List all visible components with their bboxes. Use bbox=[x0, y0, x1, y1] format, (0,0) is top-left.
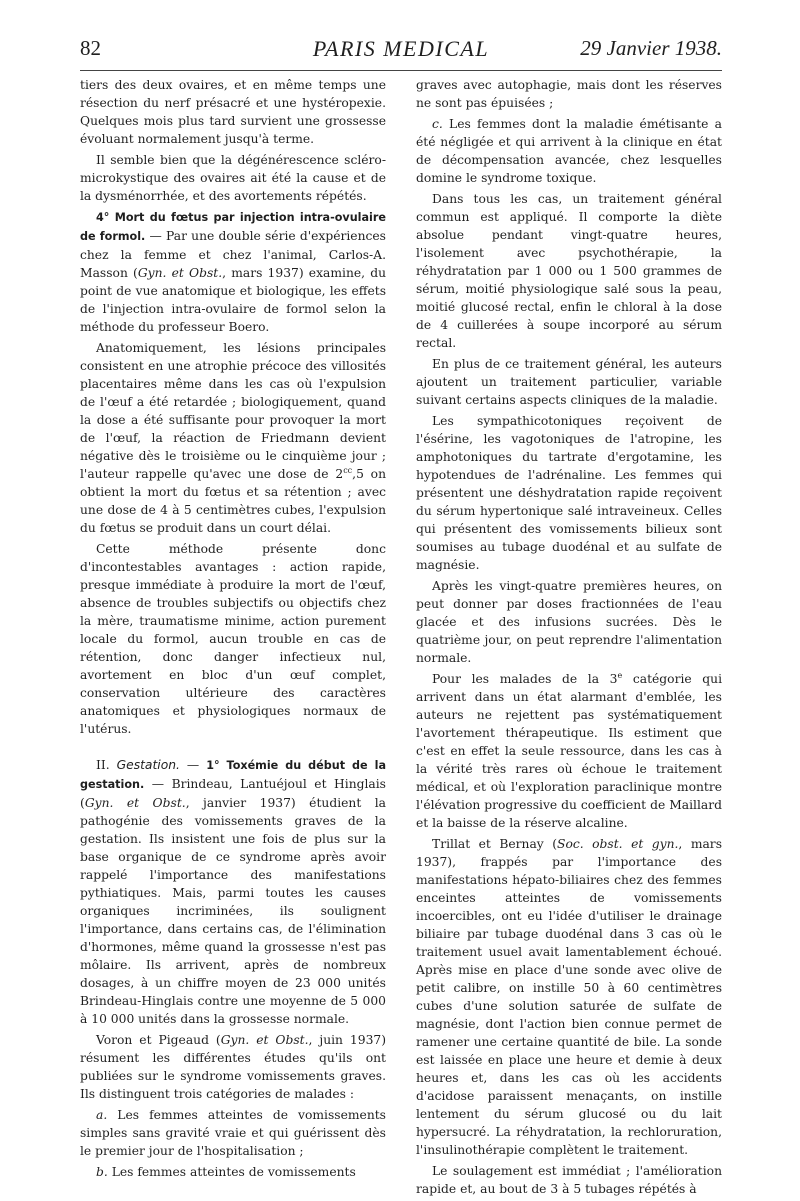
page-number: 82 bbox=[80, 36, 101, 60]
left-column bbox=[80, 76, 386, 1184]
text-run: Trillat et Bernay ( bbox=[432, 837, 558, 851]
running-header bbox=[80, 36, 722, 70]
paragraph bbox=[416, 670, 722, 832]
list-letter: b. bbox=[96, 1165, 108, 1179]
paragraph bbox=[80, 1031, 386, 1103]
text-run: Anatomiquement, les lésions principales consistent en une atrophie précoce des villosités placentaires même dans les cas où l'expulsion de l'œuf a été retardée ; biologiquement, quand la dose a été suffisante pour provoquer la mort de l'œuf, la réaction de Friedmann devient négative dès le troisième ou le cinquième jour ; l'auteur rappelle qu'avec une dose de 2 bbox=[80, 341, 386, 481]
paragraph: Le soulagement est immédiat ; l'amélioration rapide et, au bout de 3 à 5 tubages répétés à bbox=[416, 1164, 722, 1196]
text-run: — bbox=[179, 758, 207, 772]
citation: Gyn. et Obst. bbox=[220, 1033, 309, 1047]
list-item bbox=[80, 1106, 386, 1160]
paragraph: Il semble bien que la dégénérescence scléro-microkystique des ovaires ait été la cause et de la dysménorrhée, et des avortements répétés. bbox=[80, 153, 386, 203]
paragraph bbox=[416, 835, 722, 1159]
superscript: cc bbox=[343, 465, 353, 475]
list-item bbox=[416, 115, 722, 187]
text-run: , juin 1937) résument les différentes études qu'ils ont publiées sur le syndrome vomissements graves. Ils distinguent trois catégories de malades : bbox=[80, 1033, 387, 1101]
section-number: II. bbox=[96, 758, 117, 772]
citation: Soc. obst. et gyn. bbox=[557, 837, 679, 851]
paragraph: Après les vingt-quatre premières heures, on peut donner par doses fractionnées de l'eau glacée et des infusions sucrées. Dès le quatrième jour, on peut reprendre l'alimentation normale. bbox=[416, 579, 722, 665]
paragraph: Les sympathicotoniques reçoivent de l'ésérine, les vagotoniques de l'atropine, les amphotoniques du tartrate d'ergotamine, les hypotendues de l'adrénaline. Les femmes qui présentent une déshydratation rapide reçoivent du sérum hypertonique salé intraveineux. Celles qui présentent des vomissements bilieux sont soumises au tubage duodénal et au sulfate de magnésie. bbox=[416, 414, 722, 572]
text-run: Pour les malades de la 3 bbox=[432, 672, 618, 686]
journal-title: PARIS MEDICAL bbox=[312, 36, 490, 61]
text-run: — Par une double série d'expériences chez la femme et chez l'animal, Carlos-A. Masson ( bbox=[80, 229, 386, 280]
section-heading: 1° Toxémie du début de la gestation. bbox=[80, 759, 386, 791]
section-heading: 4° Mort du fœtus par injection intra-ovulaire de formol. bbox=[80, 211, 386, 243]
right-column bbox=[416, 76, 722, 1201]
list-letter: a. bbox=[96, 1108, 108, 1122]
paragraph bbox=[80, 208, 386, 336]
text-run: Les femmes dont la maladie émétisante a été négligée et qui arrivent à la clinique en état de décompensation avancée, chez lesquelles domine le syndrome toxique. bbox=[416, 117, 722, 185]
list-letter: c. bbox=[432, 117, 443, 131]
section-title: Gestation. bbox=[116, 758, 180, 772]
text-run: catégorie qui arrivent dans un état alarmant d'emblée, les auteurs ne rejettent pas systématiquement l'avortement thérapeutique. Ils estiment que c'est en effet la seule ressource, dans les cas à la vérité très rares où échoue le traitement médical, et où l'exploration paraclinique montre l'élévation progressive du coefficient de Maillard et la baisse de la réserve alcaline. bbox=[416, 672, 722, 830]
header-rule bbox=[80, 70, 722, 71]
text-run: , mars 1937) examine, du point de vue anatomique et biologique, les effets de l'injection intra-ovulaire de formol selon la méthode du professeur Boero. bbox=[80, 266, 387, 334]
paragraph: En plus de ce traitement général, les auteurs ajoutent un traitement particulier, variable suivant certains aspects cliniques de la maladie. bbox=[416, 357, 722, 407]
superscript: e bbox=[617, 670, 623, 680]
paragraph: Cette méthode présente donc d'incontestables avantages : action rapide, presque immédiate à produire la mort de l'œuf, absence de troubles subjectifs ou objectifs chez la mère, traumatisme minime, action purement locale du formol, aucun trouble en cas de rétention, donc danger infectieux nul, avortement en bloc d'un œuf complet, conservation ultérieure des caractères anatomiques et physiologiques normaux de l'utérus. bbox=[80, 542, 386, 736]
text-run: , janvier 1937) étudient la pathogénie des vomissements graves de la gestation. Ils insistent une fois de plus sur la base organique de ce syndrome après avoir rappelé l'importance des manifestations pythiatiques. Mais, parmi toutes les causes organiques incriminées, ils soulignent l'importance, dans certains cas, de l'élimination d'hormones, même quand la grossesse n'est pas môlaire. Ils arrivent, après de nombreux dosages, à un chiffre moyen de 23 000 unités Brindeau-Hinglais contre une moyenne de 5 000 à 10 000 unités dans la grossesse normale. bbox=[80, 796, 386, 1026]
paragraph: graves avec autophagie, mais dont les réserves ne sont pas épuisées ; bbox=[416, 78, 722, 110]
text-run: ,5 on obtient la mort du fœtus et sa rétention ; avec une dose de 4 à 5 centimètres cubes, l'expulsion du fœtus se produit dans un court délai. bbox=[80, 467, 386, 535]
list-item bbox=[80, 1163, 386, 1181]
text-run: — Brindeau, Lantuéjoul et Hinglais ( bbox=[80, 777, 386, 810]
paragraph bbox=[80, 756, 386, 1028]
paragraph bbox=[80, 339, 386, 537]
text-run: , mars 1937), frappés par l'importance des manifestations hépato-biliaires chez des femmes enceintes atteintes de vomissements incoercibles, ont eu l'idée d'utiliser le drainage biliaire par tubage duodénal dans 3 cas où le traitement usuel avait lamentablement échoué. Après mise en place d'une sonde avec olive de petit calibre, on instille 50 à 60 centimètres cubes d'une solution saturée de sulfate de magnésie, dont l'action bien connue permet de ramener une certaine quantité de bile. La sonde est laissée en place une heure et demie à deux heures et, dans les cas où les accidents d'acidose paraissent menaçants, on instille lentement du sérum glucosé ou du lait hypersucré. La réhydratation, la rechloruration, l'insulinothérapie complètent le traitement. bbox=[416, 837, 722, 1157]
text-run: Voron et Pigeaud ( bbox=[96, 1033, 221, 1047]
citation: Gyn. et Obst. bbox=[84, 796, 186, 810]
paragraph: tiers des deux ovaires, et en même temps une résection du nerf présacré et une hystéropexie. Quelques mois plus tard survient une grossesse évoluant normalement jusqu'à terme. bbox=[80, 78, 386, 146]
paragraph: Dans tous les cas, un traitement général commun est appliqué. Il comporte la diète absolue pendant vingt-quatre heures, l'isolement avec psychothérapie, la réhydratation par 1 000 ou 1 500 grammes de sérum, moitié physiologique salé sous la peau, moitié glucosé rectal, enfin le chloral à la dose de 4 cuillerées à soupe incorporé au sérum rectal. bbox=[416, 192, 722, 350]
text-run: Les femmes atteintes de vomissements bbox=[107, 1165, 356, 1179]
citation: Gyn. et Obst. bbox=[137, 266, 223, 280]
issue-date: 29 Janvier 1938. bbox=[580, 36, 722, 60]
text-run: Les femmes atteintes de vomissements simples sans gravité vraie et qui guérissent dès le premier jour de l'hospitalisation ; bbox=[80, 1108, 386, 1158]
